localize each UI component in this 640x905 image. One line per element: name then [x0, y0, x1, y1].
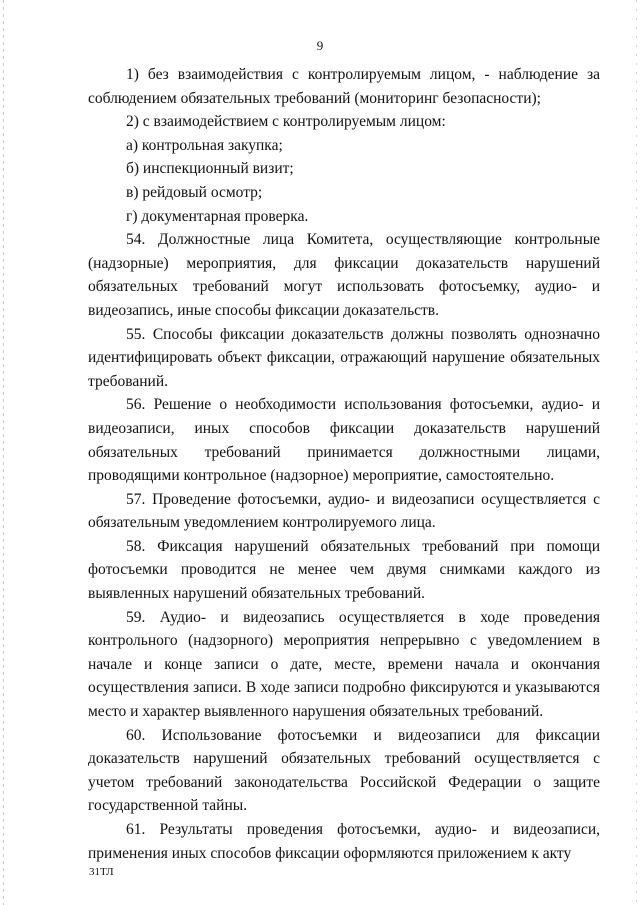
scan-edge-right	[636, 0, 637, 905]
paragraph-5: в) рейдовый осмотр;	[126, 183, 263, 201]
footer-code: 31ТЛ	[89, 866, 114, 878]
page-number: 9	[316, 38, 324, 53]
paragraph-59: 59. Аудио- и видеозапись осуществляется в ходе проведения контрольного (надзорного) мероприятия непрерывно с уведомлением в начале и конце записи о дате, месте, времени начала и окончания осуществления записи. В ходе записи подробно фиксируются и указываются место и характер выявленного нарушения обязательных требований.	[88, 608, 600, 721]
paragraph-2: 2) с взаимодействием с контролируемым лицом:	[126, 113, 446, 131]
paragraph-60: 60. Использование фотосъемки и видеозаписи для фиксации доказательств нарушений обязательных требований осуществляется с учетом требований законодательства Российской Федерации о защите государственной тайны.	[88, 726, 600, 815]
paragraph-3: а) контрольная закупка;	[126, 136, 283, 154]
paragraph-58: 58. Фиксация нарушений обязательных требований при помощи фотосъемки проводится не менее чем двумя снимками каждого из выявленных нарушений обязательных требований.	[88, 537, 600, 603]
paragraph-61: 61. Результаты проведения фотосъемки, аудио- и видеозаписи, применения иных способов фиксации оформляются приложением к акту	[88, 821, 600, 862]
paragraph-4: б) инспекционный визит;	[126, 160, 294, 178]
paragraph-57: 57. Проведение фотосъемки, аудио- и видеозаписи осуществляется с обязательным уведомлением контролируемого лица.	[88, 490, 600, 532]
paragraph-56: 56. Решение о необходимости использования фотосъемки, аудио- и видеозаписи, иных способов фиксации доказательств нарушений обязательных требований принимается должностными лицами, проводящими контрольное (надзорное) мероприятие, самостоятельно.	[88, 396, 600, 485]
paragraph-6: г) документарная проверка.	[126, 207, 309, 225]
document-body	[88, 63, 600, 865]
paragraph-54: 54. Должностные лица Комитета, осуществляющие контрольные (надзорные) мероприятия, для фиксации доказательств нарушений обязательных требований могут использовать фотосъемку, аудио- и видеозапись, иные способы фиксации доказательств.	[88, 231, 600, 319]
paragraph-1: 1) без взаимодействия с контролируемым лицом, - наблюдение за соблюдением обязательных требований (мониторинг безопасности);	[88, 66, 600, 107]
paragraph-55: 55. Способы фиксации доказательств должны позволять однозначно идентифицировать объект фиксации, отражающий нарушение обязательных требований.	[88, 325, 600, 390]
scan-edge-left	[3, 0, 4, 905]
